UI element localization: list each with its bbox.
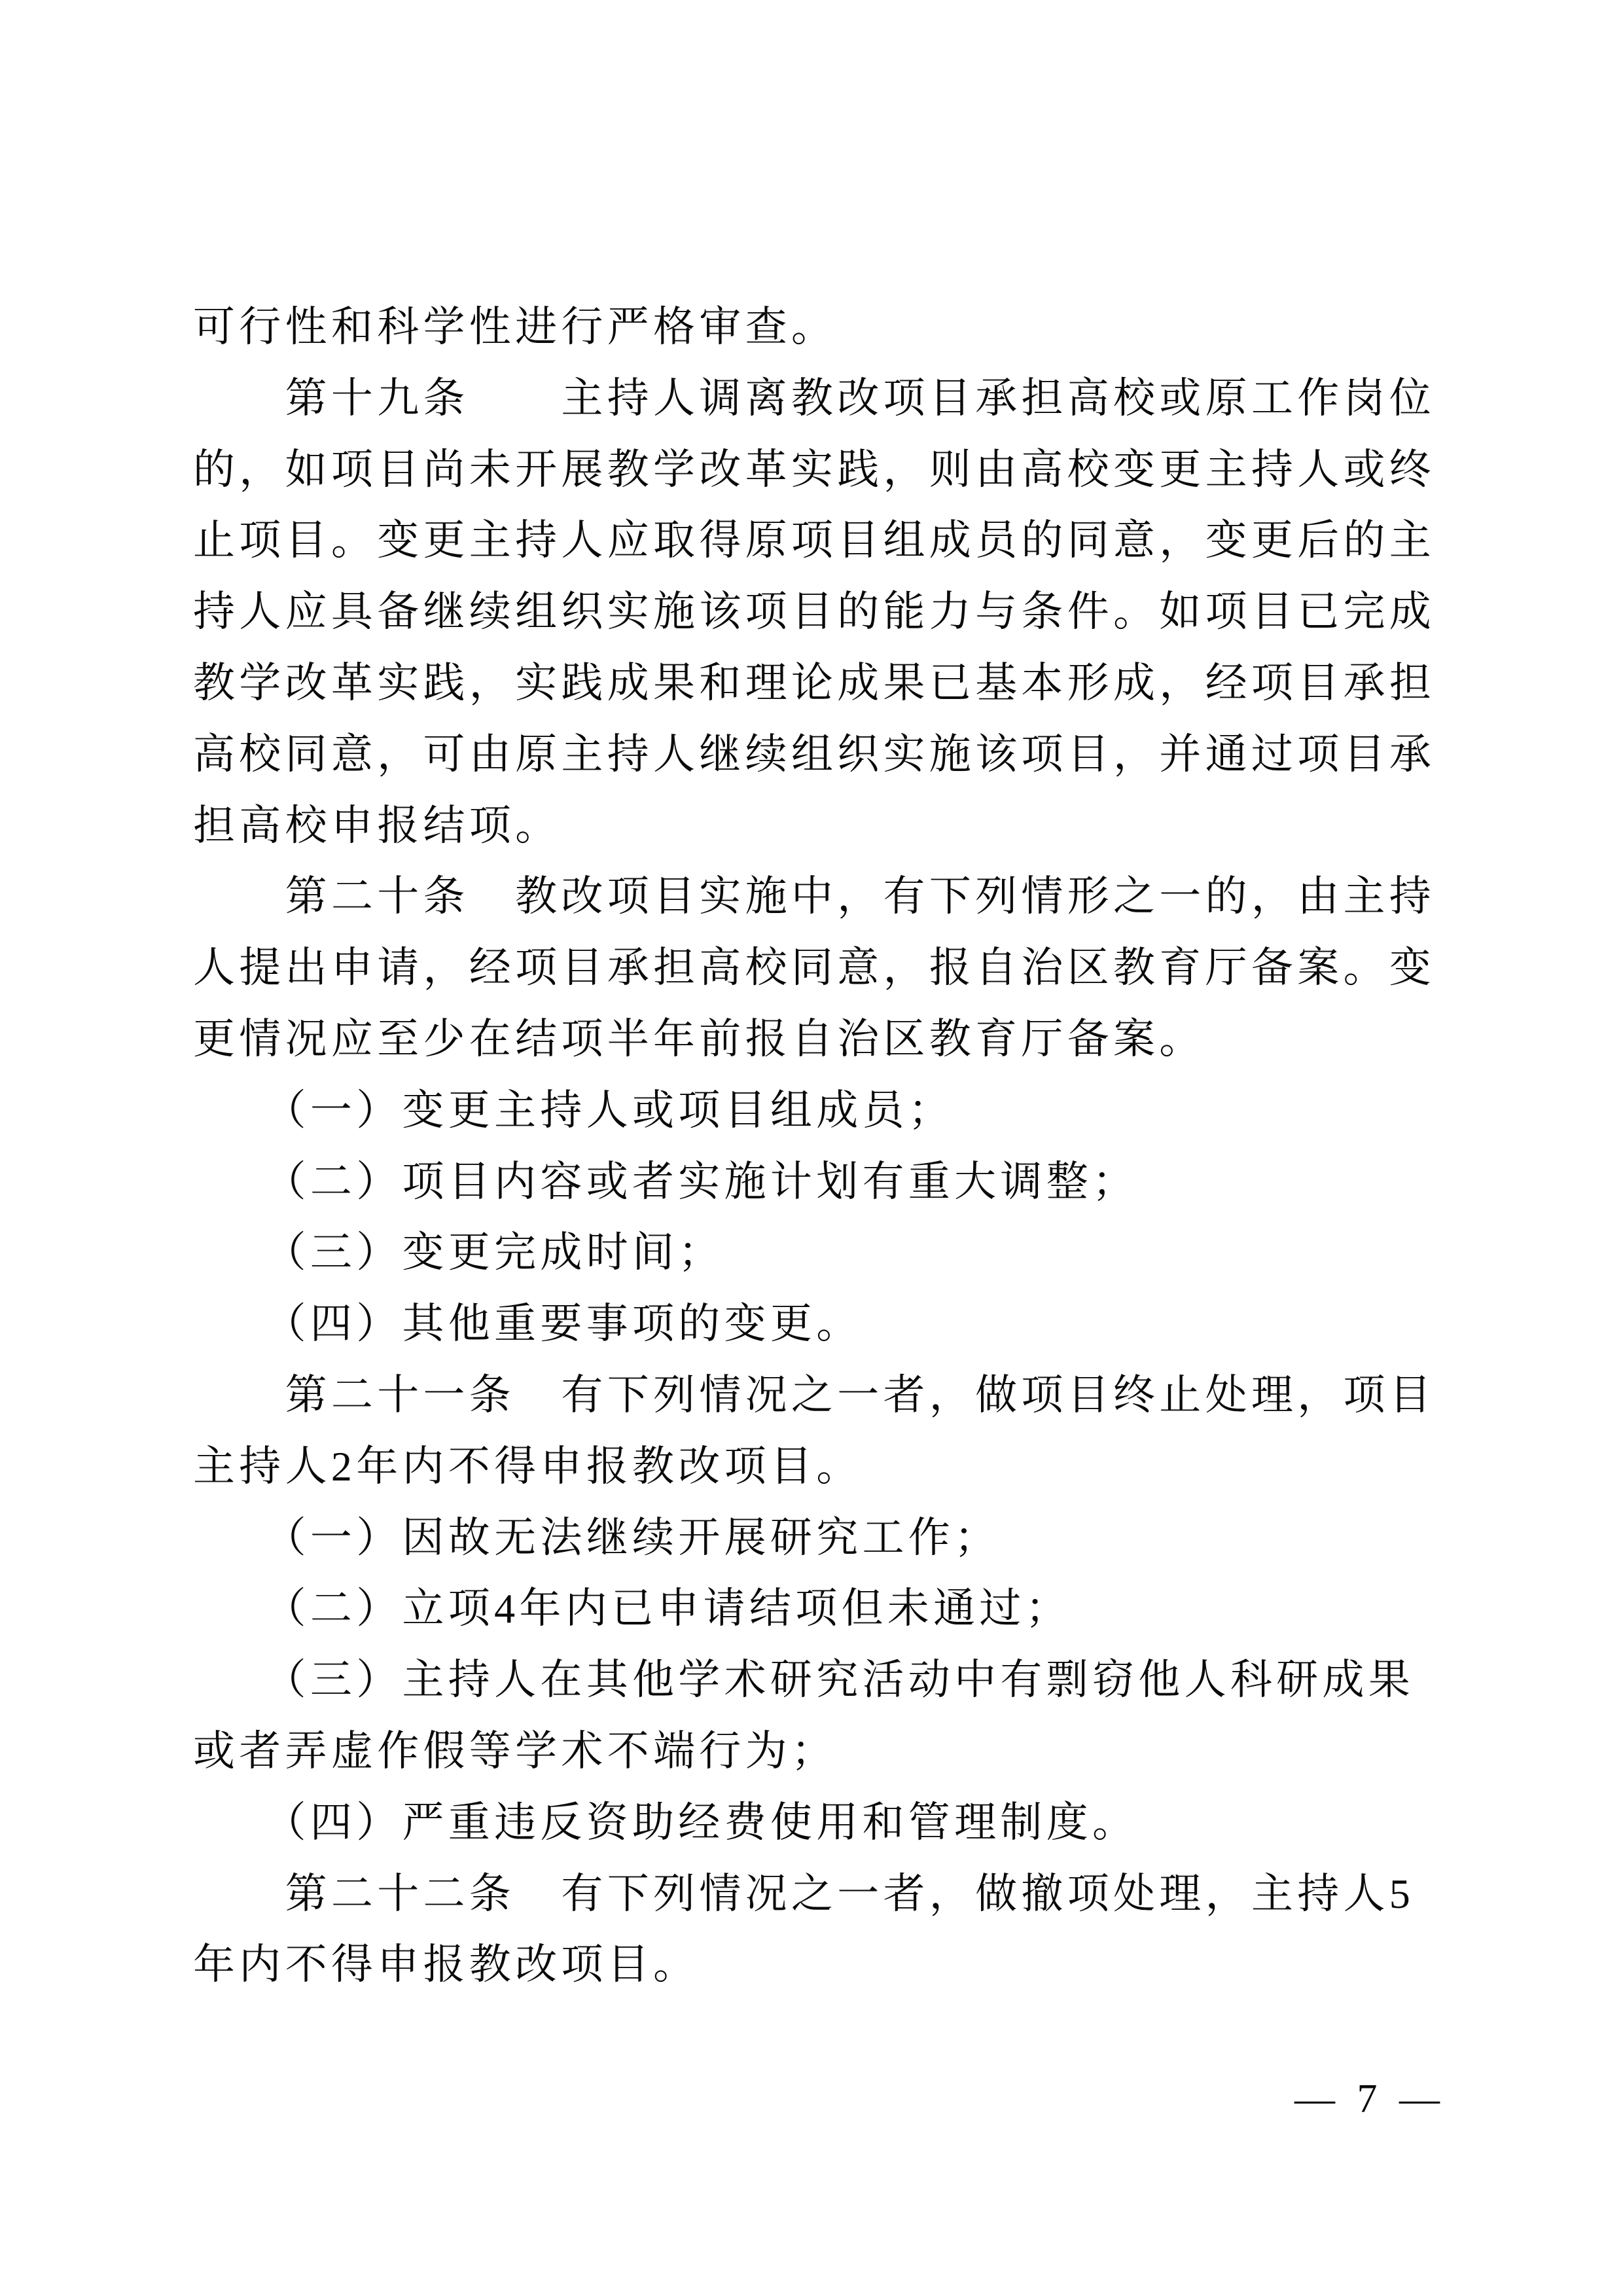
text-line: 教学改革实践，实践成果和理论成果已基本形成，经项目承担 xyxy=(193,659,1436,706)
text-line-item-4: （四）严重违反资助经费使用和管理制度。 xyxy=(193,1799,1139,1846)
text-line: 持人应具备继续组织实施该项目的能力与条件。如项目已完成 xyxy=(193,588,1436,636)
text-line: 担高校申报结项。 xyxy=(193,802,562,849)
text-line-item-1: （一）因故无法继续开展研究工作； xyxy=(193,1514,1001,1561)
text-line: 人提出申请，经项目承担高校同意，报自治区教育厅备案。变 xyxy=(193,944,1436,992)
text-line-article-19: 第十九条 主持人调离教改项目承担高校或原工作岗位 xyxy=(193,374,1436,422)
page-number: — 7 — xyxy=(1294,2077,1446,2121)
text-line: 高校同意，可由原主持人继续组织实施该项目，并通过项目承 xyxy=(193,730,1436,778)
text-line: 年内不得申报教改项目。 xyxy=(193,1941,700,1988)
text-line-article-22: 第二十二条 有下列情况之一者，做撤项处理，主持人5 xyxy=(193,1870,1415,1917)
text-line-item-3: （三）主持人在其他学术研究活动中有剽窃他人科研成果 xyxy=(193,1657,1415,1704)
text-line-item-2: （二）项目内容或者实施计划有重大调整； xyxy=(193,1158,1139,1205)
text-line-item-4: （四）其他重要事项的变更。 xyxy=(193,1300,863,1348)
text-line-item-1: （一）变更主持人或项目组成员； xyxy=(193,1086,955,1134)
text-line: 可行性和科学性进行严格审查。 xyxy=(193,304,838,350)
page-footer xyxy=(1230,2026,1446,2172)
text-line-item-3: （三）变更完成时间； xyxy=(193,1229,724,1276)
text-line-article-20: 第二十条 教改项目实施中，有下列情形之一的，由主持 xyxy=(193,873,1436,920)
text-line: 止项目。变更主持人应取得原项目组成员的同意，变更后的主 xyxy=(193,517,1436,564)
text-line: 或者弄虚作假等学术不端行为； xyxy=(193,1727,838,1774)
text-line: 主持人2年内不得申报教改项目。 xyxy=(193,1443,863,1490)
document-body xyxy=(193,292,1495,2001)
text-line: 更情况应至少在结项半年前报自治区教育厅备案。 xyxy=(193,1015,1205,1062)
text-line-article-21: 第二十一条 有下列情况之一者，做项目终止处理，项目 xyxy=(193,1371,1436,1418)
text-line: 的，如项目尚未开展教学改革实践，则由高校变更主持人或终 xyxy=(193,446,1436,493)
text-line-item-2: （二）立项4年内已申请结项但未通过； xyxy=(193,1585,1071,1632)
